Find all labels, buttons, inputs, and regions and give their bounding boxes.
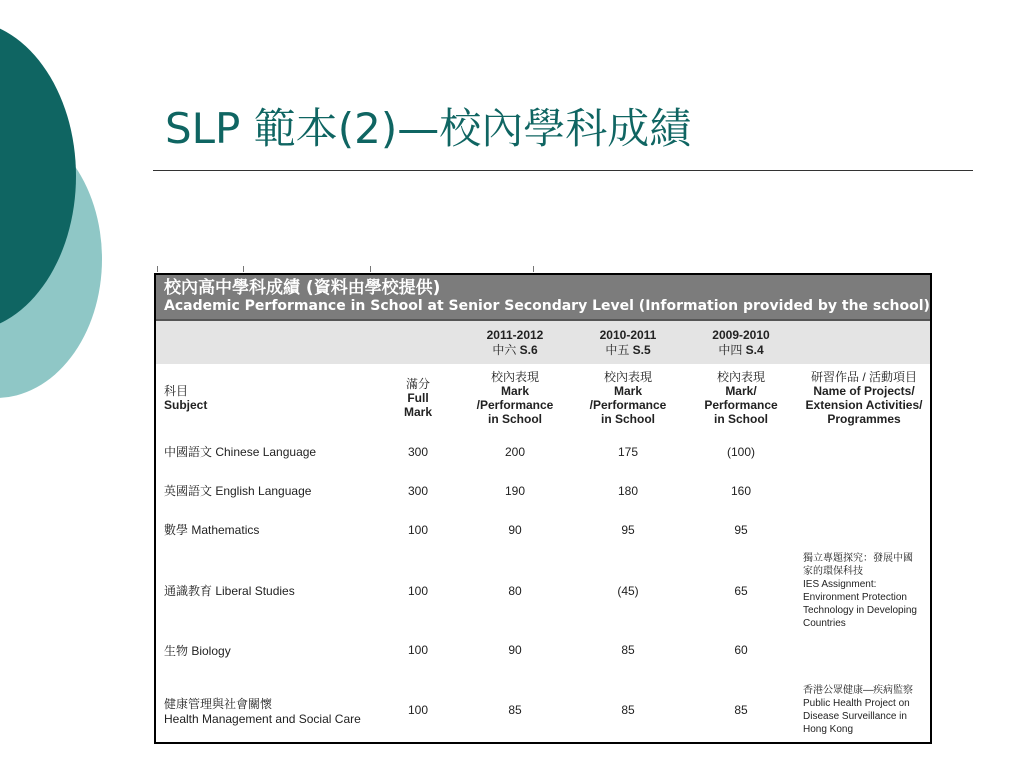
full-mark-cell: 100 (407, 703, 429, 717)
full-mark-cell: 300 (407, 444, 429, 459)
project-cell (798, 549, 930, 632)
mark-cell: 85 (621, 703, 635, 717)
projects-header-en-3: Programmes (827, 412, 901, 426)
year-level-zh: 中六 (492, 342, 517, 357)
table-row (156, 632, 930, 668)
perf-header-en-2: /Performance (589, 398, 667, 412)
year-level-en: S.5 (632, 342, 651, 357)
project-cell (798, 668, 930, 744)
full-mark-cell: 300 (407, 483, 429, 498)
projects-header-zh: 研習作品 / 活動項目 (810, 370, 917, 384)
year-cell (572, 321, 684, 364)
perf-header-en-3: in School (714, 412, 768, 426)
project-cell (798, 471, 930, 510)
project-zh: 香港公眾健康—疾病監察 (803, 685, 913, 696)
year-range: 2010-2011 (599, 327, 657, 342)
perf-header-en-1: Mark (613, 384, 642, 398)
year-level-en: S.4 (745, 342, 764, 357)
year-level-en: S.6 (519, 342, 538, 357)
full-mark-header (378, 364, 458, 432)
subject-en: Health Management and Social Care (164, 711, 361, 726)
table-title-zh: 校內高中學科成績 (資料由學校提供) (164, 278, 441, 298)
mark-cell: 85 (734, 703, 748, 717)
year-level-zh: 中四 (718, 342, 743, 357)
mark-cell: 95 (621, 522, 635, 537)
project-cell (798, 632, 930, 668)
mark-cell: 190 (504, 483, 526, 498)
subject-cell (156, 668, 378, 744)
table-row (156, 549, 930, 632)
mark-cell: 200 (504, 444, 526, 459)
year-blank-cell (378, 321, 458, 364)
table-row (156, 510, 930, 549)
subject-cell: 通識教育 Liberal Studies (164, 584, 295, 598)
table-row (156, 471, 930, 510)
mark-cell: 65 (734, 583, 748, 598)
project-cell (798, 510, 930, 549)
table-title-en: Academic Performance in School at Senior Secondary Level (Information provided by the school) (164, 298, 930, 314)
project-cell (798, 432, 930, 471)
projects-header-en-1: Name of Projects/ (813, 384, 915, 398)
full-mark-cell: 100 (407, 643, 429, 657)
year-blank-cell (156, 321, 378, 364)
full-mark-cell: 100 (407, 522, 429, 537)
mark-cell: 80 (508, 583, 522, 598)
projects-header-en-2: Extension Activities/ (805, 398, 923, 412)
subject-header-zh: 科目 (164, 384, 189, 398)
perf-header-en-1: Mark (500, 384, 529, 398)
project-zh: 獨立專題探究：發展中國家的環保科技 (803, 552, 913, 577)
subject-cell: 數學 Mathematics (164, 523, 260, 537)
year-header-row (156, 321, 930, 364)
table-row (156, 668, 930, 744)
projects-header (798, 364, 930, 432)
table-row (156, 432, 930, 471)
year-cell (684, 321, 798, 364)
subject-cell: 生物 Biology (164, 643, 231, 658)
mark-cell: 85 (621, 643, 635, 657)
perf-header-en-1: Mark/ (725, 384, 757, 398)
column-header-row (156, 364, 930, 432)
full-mark-header-en-1: Full (407, 391, 429, 405)
full-mark-header-en-2: Mark (403, 405, 432, 419)
full-mark-cell: 100 (407, 583, 429, 598)
perf-header-zh: 校內表現 (716, 370, 765, 384)
year-range: 2011-2012 (486, 327, 544, 342)
full-mark-header-zh: 滿分 (405, 377, 430, 391)
perf-header-en-2: Performance (704, 398, 778, 412)
performance-header (572, 364, 684, 432)
mark-cell: 180 (617, 483, 639, 498)
perf-header-en-2: /Performance (476, 398, 554, 412)
year-level-zh: 中五 (605, 342, 630, 357)
mark-cell: 85 (508, 703, 522, 717)
mark-cell: 60 (734, 643, 748, 657)
mark-cell: (45) (617, 583, 639, 598)
perf-header-en-3: in School (488, 412, 542, 426)
mark-cell: 90 (508, 643, 522, 657)
subject-cell: 英國語文 English Language (164, 484, 312, 498)
subject-header-en: Subject (164, 398, 208, 412)
mark-cell: 160 (730, 483, 752, 498)
year-range: 2009-2010 (712, 327, 770, 342)
mark-cell: 90 (508, 522, 522, 537)
project-en: Public Health Project on Disease Surveillance in Hong Kong (803, 698, 910, 735)
perf-header-zh: 校內表現 (603, 370, 652, 384)
slide-title: SLP 範本(2)—校內學科成績 (165, 104, 692, 153)
perf-header-zh: 校內表現 (490, 370, 539, 384)
mark-cell: 175 (617, 444, 639, 459)
table-title-bar (156, 275, 930, 321)
performance-header (684, 364, 798, 432)
subject-header (156, 364, 378, 432)
academic-performance-table (154, 273, 932, 744)
mark-cell: (100) (726, 444, 755, 459)
year-cell (458, 321, 572, 364)
mark-cell: 95 (734, 522, 748, 537)
subject-zh: 健康管理與社會關懷 (164, 696, 273, 711)
year-blank-cell (798, 321, 930, 364)
grades-table (156, 321, 930, 744)
title-divider (153, 170, 973, 171)
subject-cell: 中國語文 Chinese Language (164, 445, 317, 459)
project-en: IES Assignment: Environment Protection Technology in Developing Countries (803, 578, 917, 629)
performance-header (458, 364, 572, 432)
perf-header-en-3: in School (601, 412, 655, 426)
